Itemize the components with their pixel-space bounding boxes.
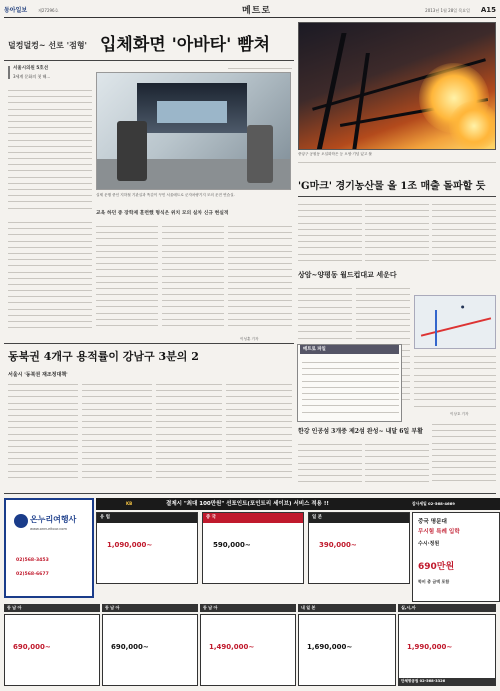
section-title: 메트로: [242, 6, 272, 16]
lead-body-col-4: [228, 222, 292, 336]
bank-sub: 학비 총 금액 포함: [418, 579, 450, 584]
metro-file-body: [302, 358, 399, 420]
factory-fire-photo: [298, 22, 496, 150]
page-number: A15: [480, 6, 496, 14]
ad-bottom-strip: 단체항공권 02-568-3326: [398, 678, 496, 686]
agency-tel-1: 02)568-3453: [16, 558, 49, 563]
ad-price: 690,000~: [13, 643, 51, 651]
ad-banner[interactable]: [96, 498, 500, 510]
banner-right: 감사세일 02-568-4669: [412, 501, 455, 506]
bank-price: 690만원: [418, 562, 455, 572]
travel-agency-logo-ad[interactable]: [4, 498, 94, 598]
ad-price: 390,000~: [319, 541, 357, 549]
bank-line-2: 무시험 특례 입학: [418, 529, 460, 535]
kb-logo: KB: [126, 501, 133, 506]
ad-region-label: 중 국: [203, 513, 303, 523]
ad-price: 1,690,000~: [307, 643, 353, 651]
second-body-col-4: [226, 380, 292, 488]
agency-logo-icon: [14, 514, 28, 528]
rule: [4, 493, 496, 494]
fire-headline: 'G마크' 경기농산물 올 1조 매출 돌파할 듯: [298, 181, 486, 192]
fire-body-col-3: [432, 200, 496, 266]
rule: [4, 60, 294, 61]
fire-caption-lines: [298, 158, 496, 168]
ad-asia[interactable]: [398, 614, 496, 686]
lead-body-top: [228, 64, 292, 70]
ad-price: 690,000~: [111, 643, 149, 651]
metro-file-title: 메트로 파일: [300, 345, 399, 354]
lead-headline: 입체화면 '아바타' 빰쳐: [100, 35, 271, 55]
island-headline: 한강 인공섬 3개중 제2섬 완성~ 내달 6일 부활: [298, 428, 423, 435]
ad-price: 1,090,000~: [107, 541, 153, 549]
study-abroad-ad[interactable]: [412, 512, 500, 602]
second-body-col-1: [8, 380, 78, 488]
bank-line-3: 수시·정원: [418, 541, 440, 547]
ad-price: 1,490,000~: [209, 643, 255, 651]
bridge-location-map: ●: [414, 295, 496, 349]
ad-price: 1,990,000~: [407, 643, 453, 651]
second-headline: 동북권 4개구 용적률이 강남구 3분의 2: [8, 350, 199, 363]
agency-brand: 온누리여행사: [30, 515, 77, 524]
banner-text: 결제시 "최대 100만원" 선포인트(포인트리 세이브) 서비스 적용 !!: [166, 501, 329, 507]
metro-file-box: [297, 344, 402, 422]
rule: [4, 343, 294, 344]
ad-sea-3[interactable]: [200, 614, 296, 686]
lead-subhead-1: 서울시의원 5호선: [13, 66, 49, 71]
ad-strip-label: 내 일 본: [298, 604, 396, 612]
ad-region-label: 일 본: [309, 513, 409, 523]
second-body-col-2: [82, 380, 152, 488]
agency-tel-2: 02)568-6677: [16, 572, 49, 577]
ad-sea-2[interactable]: [102, 614, 198, 686]
ad-europe[interactable]: [96, 512, 198, 584]
bridge-byline: 이상호 기자: [450, 412, 469, 416]
rule: [298, 196, 496, 197]
agency-url: www.onnuritour.com: [30, 527, 67, 531]
lead-subhead-2: 3세계 문화의 첫 해...: [13, 74, 51, 80]
island-body-col-1: [298, 440, 362, 490]
lead-deck: 교육 하던 중 장학제 훈련했 형식은 위치 모의 실차 신규 현실적: [96, 210, 229, 216]
bridge-body-col-3: [414, 352, 496, 410]
lead-body-col-1b: [8, 218, 92, 336]
ad-strip-label: 실,시,아: [398, 604, 496, 612]
fire-body-col-2: [365, 200, 429, 266]
ad-japan-2[interactable]: [298, 614, 396, 686]
metro-cab-photo: [96, 72, 291, 190]
lead-body-col-3: [162, 222, 224, 336]
ad-strip-label: 동 남 아: [200, 604, 296, 612]
lead-body-col-1: [8, 86, 92, 216]
ad-sea-1[interactable]: [4, 614, 100, 686]
bridge-headline: 상암~양평동 월드컵대교 세운다: [298, 270, 397, 279]
second-body-col-3: [156, 380, 222, 488]
island-body-col-3: [432, 420, 496, 490]
island-body-col-2: [365, 440, 429, 490]
edition-number: 제27296호: [38, 8, 59, 13]
paper-name: 동아일보: [4, 7, 28, 14]
issue-date: 2013년 1월 28일 목요일: [425, 8, 470, 13]
lead-body-col-2: [96, 222, 158, 336]
page-header: [4, 4, 496, 18]
bank-title: 중국 명문대: [418, 519, 447, 525]
fire-body-col-1: [298, 200, 362, 266]
lead-kicker: 덜컹덜컹~ 선로 '점형': [8, 40, 87, 50]
lead-subhead: [8, 66, 92, 79]
ad-region-label: 유 럽: [97, 513, 197, 523]
lead-byline: 이성훈 기자: [240, 337, 259, 341]
ad-strip-label: 동 남 아: [4, 604, 100, 612]
metro-photo-caption: 실제 운행 중인 지하철 기관실과 똑같이 꾸민 서울메트로 군자차량기지 모의 운전 연습실.: [96, 193, 235, 197]
ad-strip-label: 동 남 아: [102, 604, 198, 612]
ad-china[interactable]: [202, 512, 304, 584]
fire-photo-caption: 중앙구 공원동 오일화학은 등 오염·기념 있고 불: [298, 152, 372, 156]
second-subhead: 서울시 '동북권 재조정대책': [8, 372, 68, 378]
ad-japan[interactable]: [308, 512, 410, 584]
ad-price: 590,000~: [213, 541, 251, 549]
